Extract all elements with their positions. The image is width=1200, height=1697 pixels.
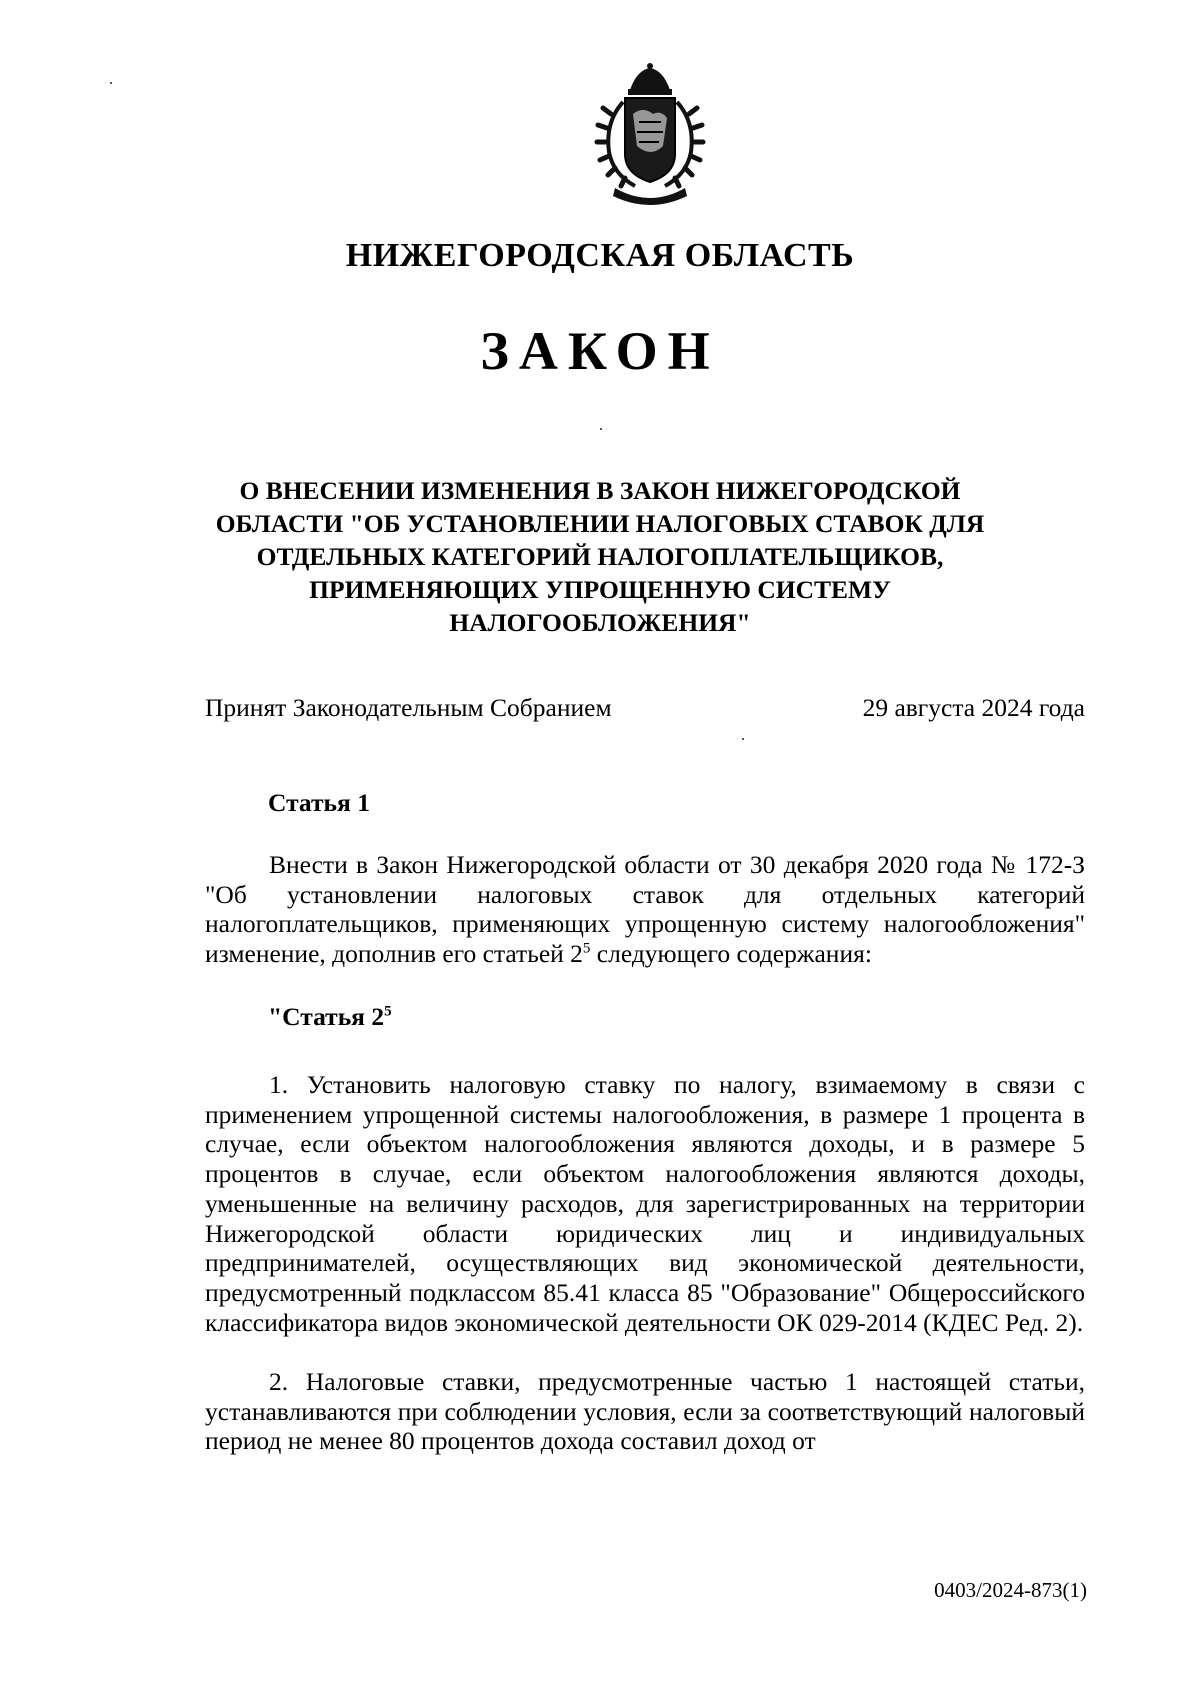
document-type: ЗАКОН: [480, 321, 720, 381]
scan-speck: [110, 82, 112, 84]
new-article-part-1: 1. Установить налоговую ставку по налогу, взимаемому в связи с применением упрощенной системы налогообложения, в размере 1 процента в случае, если объектом налогообложения являются доходы, и в размере 5 процентов в случае, если объектом налогообложения являются доходы, уменьшенные на величину расходов, для зарегистрированных на территории Нижегородской области юридических лиц и индивидуальных предпринимателей, осуществляющих вид экономической деятельности, предусмотренный подклассом 85.41 класса 85 "Образование" Общероссийского классификатора видов экономической деятельности ОК 029-2014 (КДЕС Ред. 2).: [205, 1070, 1085, 1337]
region-name: НИЖЕГОРОДСКАЯ ОБЛАСТЬ: [345, 237, 855, 274]
article-1-text-sup: 5: [582, 940, 591, 957]
scan-speck: [742, 738, 744, 740]
article-1-text: [205, 850, 1085, 969]
new-article-heading-main: "Статья 2: [268, 1002, 385, 1031]
new-article-heading-sup: 5: [384, 1003, 392, 1020]
law-title: О ВНЕСЕНИИ ИЗМЕНЕНИЯ В ЗАКОН НИЖЕГОРОДСКОЙ ОБЛАСТИ "ОБ УСТАНОВЛЕНИИ НАЛОГОВЫХ СТАВОК ДЛЯ ОТДЕЛЬНЫХ КАТЕГОРИЙ НАЛОГОПЛАТЕЛЬЩИКОВ, ПРИМЕНЯЮЩИХ УПРОЩЕННУЮ СИСТЕМУ НАЛОГООБЛОЖЕНИЯ": [215, 476, 985, 637]
new-article-part-2: 2. Налоговые ставки, предусмотренные частью 1 настоящей статьи, устанавливаются при соблюдении условия, если за соответствующий налоговый период не менее 80 процентов дохода составил доход от: [205, 1367, 1085, 1456]
coat-of-arms-icon: [575, 62, 725, 212]
scan-speck: [600, 428, 602, 430]
article-1-text-end: следующего содержания:: [590, 939, 872, 969]
adoption-date: 29 августа 2024 года: [862, 693, 1085, 722]
article-1-text-main: Внести в Закон Нижегородской области от 30 декабря 2020 года № 172-З "Об установлении налоговых ставок для отдельных категорий налогоплательщиков, применяющих упрощенную систему налогообложения" изменение, дополнив его статьей 2: [205, 850, 1085, 969]
new-article-heading: [268, 1002, 392, 1032]
registration-number: 0403/2024-873(1): [934, 1578, 1087, 1602]
article-1-heading: Статья 1: [268, 788, 370, 817]
adopted-by: Принят Законодательным Собранием: [205, 693, 612, 722]
